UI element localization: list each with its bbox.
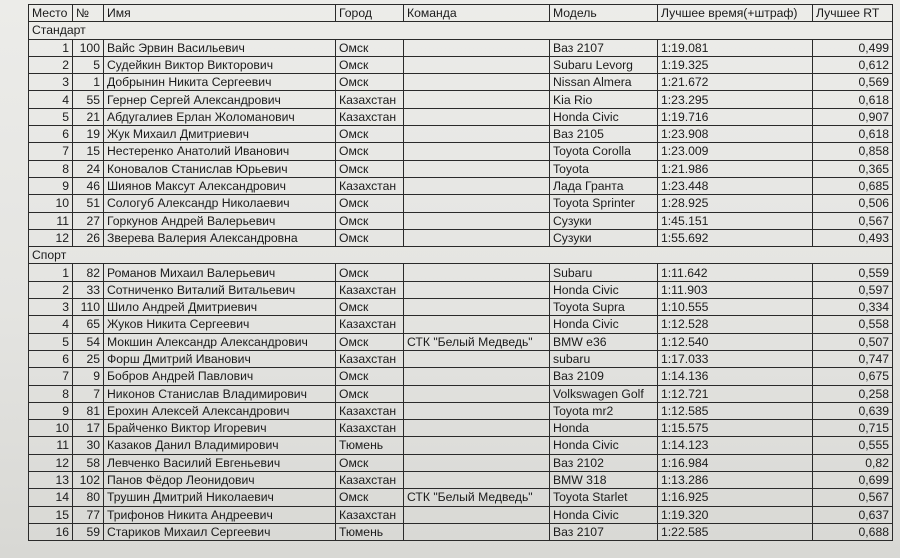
cell-team <box>404 229 550 246</box>
table-row <box>29 333 893 350</box>
cell-team <box>404 281 550 298</box>
cell-best-time: 1:55.692 <box>658 229 813 246</box>
table-row <box>29 402 893 419</box>
cell-best-time: 1:13.286 <box>658 472 813 489</box>
cell-team <box>404 420 550 437</box>
cell-city: Омск <box>336 74 404 91</box>
cell-name: Горкунов Андрей Валерьевич <box>104 212 336 229</box>
cell-team <box>404 385 550 402</box>
cell-name: Коновалов Станислав Юрьевич <box>104 160 336 177</box>
cell-place: 2 <box>29 281 73 298</box>
table-row <box>29 126 893 143</box>
table-row <box>29 91 893 108</box>
cell-best-rt: 0,858 <box>813 143 893 160</box>
cell-number: 7 <box>73 385 104 402</box>
cell-city: Омск <box>336 368 404 385</box>
cell-place: 9 <box>29 402 73 419</box>
cell-name: Брайченко Виктор Игоревич <box>104 420 336 437</box>
cell-model: Ваз 2109 <box>550 368 658 385</box>
cell-model: Ваз 2107 <box>550 523 658 540</box>
cell-team <box>404 402 550 419</box>
cell-best-rt: 0,907 <box>813 108 893 125</box>
cell-place: 2 <box>29 56 73 73</box>
cell-best-rt: 0,365 <box>813 160 893 177</box>
cell-name: Трифонов Никита Андреевич <box>104 506 336 523</box>
cell-model: Сузуки <box>550 212 658 229</box>
cell-name: Абдугалиев Ерлан Жоломанович <box>104 108 336 125</box>
cell-team: СТК "Белый Медведь" <box>404 489 550 506</box>
cell-name: Гернер Сергей Александрович <box>104 91 336 108</box>
cell-best-time: 1:28.925 <box>658 195 813 212</box>
cell-number: 27 <box>73 212 104 229</box>
table-row <box>29 108 893 125</box>
cell-model: BMW e36 <box>550 333 658 350</box>
table-row <box>29 368 893 385</box>
cell-name: Шиянов Максут Александрович <box>104 177 336 194</box>
cell-place: 6 <box>29 350 73 367</box>
cell-model: Toyota Corolla <box>550 143 658 160</box>
table-row <box>29 195 893 212</box>
cell-city: Омск <box>336 264 404 281</box>
cell-name: Мокшин Александр Александрович <box>104 333 336 350</box>
cell-model: Honda Civic <box>550 437 658 454</box>
cell-best-time: 1:19.081 <box>658 39 813 56</box>
cell-team <box>404 316 550 333</box>
table-row <box>29 316 893 333</box>
cell-team: СТК "Белый Медведь" <box>404 333 550 350</box>
cell-model: Toyota Starlet <box>550 489 658 506</box>
cell-best-time: 1:21.672 <box>658 74 813 91</box>
table-row <box>29 281 893 298</box>
cell-number: 24 <box>73 160 104 177</box>
cell-city: Омск <box>336 160 404 177</box>
table-row <box>29 350 893 367</box>
cell-best-rt: 0,675 <box>813 368 893 385</box>
cell-place: 10 <box>29 420 73 437</box>
cell-model: Kia Rio <box>550 91 658 108</box>
table-row <box>29 437 893 454</box>
cell-team <box>404 74 550 91</box>
cell-best-time: 1:12.540 <box>658 333 813 350</box>
cell-model: Nissan Almera <box>550 74 658 91</box>
cell-best-time: 1:15.575 <box>658 420 813 437</box>
cell-name: Стариков Михаил Сергеевич <box>104 523 336 540</box>
group-title: Спорт <box>29 247 893 264</box>
cell-place: 16 <box>29 523 73 540</box>
cell-place: 15 <box>29 506 73 523</box>
cell-city: Омск <box>336 126 404 143</box>
table-row <box>29 74 893 91</box>
cell-team <box>404 160 550 177</box>
cell-city: Омск <box>336 385 404 402</box>
cell-number: 59 <box>73 523 104 540</box>
table-row <box>29 56 893 73</box>
cell-city: Тюмень <box>336 437 404 454</box>
cell-name: Жук Михаил Дмитриевич <box>104 126 336 143</box>
cell-best-rt: 0,699 <box>813 472 893 489</box>
cell-number: 110 <box>73 299 104 316</box>
cell-place: 1 <box>29 39 73 56</box>
header-number: № <box>73 5 104 22</box>
table-row <box>29 454 893 471</box>
cell-name: Зверева Валерия Александровна <box>104 229 336 246</box>
cell-best-rt: 0,493 <box>813 229 893 246</box>
cell-number: 102 <box>73 472 104 489</box>
cell-place: 5 <box>29 333 73 350</box>
cell-best-rt: 0,612 <box>813 56 893 73</box>
cell-best-time: 1:12.721 <box>658 385 813 402</box>
table-row <box>29 177 893 194</box>
cell-city: Омск <box>336 56 404 73</box>
cell-place: 4 <box>29 316 73 333</box>
cell-place: 7 <box>29 143 73 160</box>
header-city: Город <box>336 5 404 22</box>
cell-place: 1 <box>29 264 73 281</box>
cell-city: Омск <box>336 229 404 246</box>
header-model: Модель <box>550 5 658 22</box>
cell-model: Лада Гранта <box>550 177 658 194</box>
cell-place: 8 <box>29 160 73 177</box>
cell-city: Омск <box>336 333 404 350</box>
cell-place: 10 <box>29 195 73 212</box>
cell-city: Казахстан <box>336 316 404 333</box>
cell-city: Казахстан <box>336 350 404 367</box>
cell-number: 100 <box>73 39 104 56</box>
cell-number: 5 <box>73 56 104 73</box>
cell-model: Volkswagen Golf <box>550 385 658 402</box>
cell-name: Трушин Дмитрий Николаевич <box>104 489 336 506</box>
cell-name: Форш Дмитрий Иванович <box>104 350 336 367</box>
cell-best-rt: 0,499 <box>813 39 893 56</box>
cell-team <box>404 39 550 56</box>
cell-number: 54 <box>73 333 104 350</box>
cell-best-rt: 0,82 <box>813 454 893 471</box>
cell-model: Ваз 2105 <box>550 126 658 143</box>
cell-best-rt: 0,688 <box>813 523 893 540</box>
table-row <box>29 420 893 437</box>
cell-best-rt: 0,747 <box>813 350 893 367</box>
cell-city: Казахстан <box>336 177 404 194</box>
cell-city: Омск <box>336 489 404 506</box>
cell-best-rt: 0,558 <box>813 316 893 333</box>
cell-model: Honda Civic <box>550 506 658 523</box>
cell-model: Ваз 2102 <box>550 454 658 471</box>
table-row <box>29 160 893 177</box>
cell-best-time: 1:17.033 <box>658 350 813 367</box>
cell-best-rt: 0,685 <box>813 177 893 194</box>
cell-best-time: 1:19.320 <box>658 506 813 523</box>
cell-number: 82 <box>73 264 104 281</box>
cell-name: Вайс Эрвин Васильевич <box>104 39 336 56</box>
cell-best-time: 1:21.986 <box>658 160 813 177</box>
cell-number: 19 <box>73 126 104 143</box>
header-row <box>29 5 893 22</box>
cell-place: 14 <box>29 489 73 506</box>
cell-team <box>404 126 550 143</box>
cell-best-time: 1:16.925 <box>658 489 813 506</box>
cell-place: 3 <box>29 74 73 91</box>
cell-place: 11 <box>29 212 73 229</box>
cell-number: 1 <box>73 74 104 91</box>
cell-name: Сотниченко Виталий Витальевич <box>104 281 336 298</box>
cell-best-time: 1:11.642 <box>658 264 813 281</box>
cell-number: 51 <box>73 195 104 212</box>
table-row <box>29 264 893 281</box>
cell-place: 9 <box>29 177 73 194</box>
cell-name: Бобров Андрей Павлович <box>104 368 336 385</box>
header-best-time: Лучшее время(+штраф) <box>658 5 813 22</box>
cell-team <box>404 108 550 125</box>
table-row <box>29 212 893 229</box>
cell-model: Subaru <box>550 264 658 281</box>
cell-city: Казахстан <box>336 91 404 108</box>
cell-team <box>404 177 550 194</box>
cell-number: 26 <box>73 229 104 246</box>
cell-model: Toyota mr2 <box>550 402 658 419</box>
cell-best-rt: 0,334 <box>813 299 893 316</box>
cell-city: Омск <box>336 454 404 471</box>
cell-best-rt: 0,618 <box>813 126 893 143</box>
cell-number: 15 <box>73 143 104 160</box>
cell-name: Жуков Никита Сергеевич <box>104 316 336 333</box>
cell-best-rt: 0,555 <box>813 437 893 454</box>
cell-best-time: 1:10.555 <box>658 299 813 316</box>
cell-best-time: 1:19.716 <box>658 108 813 125</box>
group-header-row <box>29 22 893 39</box>
cell-model: Toyota Supra <box>550 299 658 316</box>
table-row <box>29 385 893 402</box>
cell-number: 46 <box>73 177 104 194</box>
cell-best-time: 1:12.585 <box>658 402 813 419</box>
cell-city: Казахстан <box>336 281 404 298</box>
group-header-row <box>29 247 893 264</box>
cell-name: Судейкин Виктор Викторович <box>104 56 336 73</box>
cell-name: Добрынин Никита Сергеевич <box>104 74 336 91</box>
cell-city: Казахстан <box>336 402 404 419</box>
cell-place: 8 <box>29 385 73 402</box>
cell-number: 81 <box>73 402 104 419</box>
cell-best-time: 1:12.528 <box>658 316 813 333</box>
cell-city: Казахстан <box>336 420 404 437</box>
cell-team <box>404 143 550 160</box>
cell-team <box>404 350 550 367</box>
cell-team <box>404 454 550 471</box>
cell-best-time: 1:23.009 <box>658 143 813 160</box>
cell-place: 6 <box>29 126 73 143</box>
cell-name: Панов Фёдор Леонидович <box>104 472 336 489</box>
cell-city: Тюмень <box>336 523 404 540</box>
cell-number: 65 <box>73 316 104 333</box>
cell-name: Сологуб Александр Николаевич <box>104 195 336 212</box>
cell-model: Toyota Sprinter <box>550 195 658 212</box>
cell-best-time: 1:23.908 <box>658 126 813 143</box>
table-row <box>29 506 893 523</box>
cell-model: Honda <box>550 420 658 437</box>
cell-best-rt: 0,715 <box>813 420 893 437</box>
table-row <box>29 472 893 489</box>
cell-number: 80 <box>73 489 104 506</box>
cell-best-rt: 0,559 <box>813 264 893 281</box>
cell-city: Казахстан <box>336 108 404 125</box>
cell-place: 13 <box>29 472 73 489</box>
cell-number: 30 <box>73 437 104 454</box>
group-title: Стандарт <box>29 22 893 39</box>
table-row <box>29 143 893 160</box>
header-best-rt: Лучшее RT <box>813 5 893 22</box>
cell-city: Омск <box>336 212 404 229</box>
cell-model: subaru <box>550 350 658 367</box>
cell-place: 12 <box>29 229 73 246</box>
header-team: Команда <box>404 5 550 22</box>
cell-name: Шило Андрей Дмитриевич <box>104 299 336 316</box>
cell-best-time: 1:23.448 <box>658 177 813 194</box>
cell-city: Омск <box>336 39 404 56</box>
cell-place: 12 <box>29 454 73 471</box>
cell-best-rt: 0,567 <box>813 212 893 229</box>
cell-number: 21 <box>73 108 104 125</box>
table-row <box>29 523 893 540</box>
cell-number: 58 <box>73 454 104 471</box>
cell-best-rt: 0,618 <box>813 91 893 108</box>
cell-model: BMW 318 <box>550 472 658 489</box>
cell-best-rt: 0,569 <box>813 74 893 91</box>
cell-place: 5 <box>29 108 73 125</box>
cell-team <box>404 91 550 108</box>
cell-best-rt: 0,637 <box>813 506 893 523</box>
cell-team <box>404 56 550 73</box>
cell-team <box>404 299 550 316</box>
cell-best-time: 1:23.295 <box>658 91 813 108</box>
cell-place: 4 <box>29 91 73 108</box>
cell-team <box>404 506 550 523</box>
cell-best-time: 1:16.984 <box>658 454 813 471</box>
results-table <box>28 4 893 541</box>
cell-model: Сузуки <box>550 229 658 246</box>
cell-name: Романов Михаил Валерьевич <box>104 264 336 281</box>
cell-number: 9 <box>73 368 104 385</box>
cell-city: Казахстан <box>336 472 404 489</box>
cell-team <box>404 523 550 540</box>
cell-team <box>404 472 550 489</box>
cell-city: Омск <box>336 143 404 160</box>
cell-best-rt: 0,507 <box>813 333 893 350</box>
cell-name: Нестеренко Анатолий Иванович <box>104 143 336 160</box>
cell-team <box>404 368 550 385</box>
cell-team <box>404 195 550 212</box>
cell-model: Toyota <box>550 160 658 177</box>
cell-team <box>404 212 550 229</box>
cell-name: Ерохин Алексей Александрович <box>104 402 336 419</box>
cell-name: Левченко Василий Евгеньевич <box>104 454 336 471</box>
table-row <box>29 299 893 316</box>
cell-best-time: 1:19.325 <box>658 56 813 73</box>
cell-team <box>404 264 550 281</box>
cell-name: Никонов Станислав Владимирович <box>104 385 336 402</box>
cell-best-rt: 0,258 <box>813 385 893 402</box>
cell-city: Казахстан <box>336 506 404 523</box>
cell-number: 17 <box>73 420 104 437</box>
cell-number: 55 <box>73 91 104 108</box>
cell-model: Ваз 2107 <box>550 39 658 56</box>
header-place: Место <box>29 5 73 22</box>
cell-best-rt: 0,597 <box>813 281 893 298</box>
cell-city: Омск <box>336 299 404 316</box>
cell-place: 7 <box>29 368 73 385</box>
cell-place: 3 <box>29 299 73 316</box>
cell-best-rt: 0,639 <box>813 402 893 419</box>
cell-model: Subaru Levorg <box>550 56 658 73</box>
cell-name: Казаков Данил Владимирович <box>104 437 336 454</box>
cell-place: 11 <box>29 437 73 454</box>
cell-city: Омск <box>336 195 404 212</box>
cell-model: Honda Civic <box>550 316 658 333</box>
table-row <box>29 39 893 56</box>
cell-best-time: 1:11.903 <box>658 281 813 298</box>
cell-number: 77 <box>73 506 104 523</box>
cell-best-time: 1:45.151 <box>658 212 813 229</box>
cell-model: Honda Civic <box>550 108 658 125</box>
cell-best-rt: 0,506 <box>813 195 893 212</box>
cell-number: 33 <box>73 281 104 298</box>
header-name: Имя <box>104 5 336 22</box>
cell-best-time: 1:14.136 <box>658 368 813 385</box>
cell-number: 25 <box>73 350 104 367</box>
table-row <box>29 489 893 506</box>
cell-best-rt: 0,567 <box>813 489 893 506</box>
cell-best-time: 1:22.585 <box>658 523 813 540</box>
cell-best-time: 1:14.123 <box>658 437 813 454</box>
cell-team <box>404 437 550 454</box>
cell-model: Honda Civic <box>550 281 658 298</box>
table-row <box>29 229 893 246</box>
